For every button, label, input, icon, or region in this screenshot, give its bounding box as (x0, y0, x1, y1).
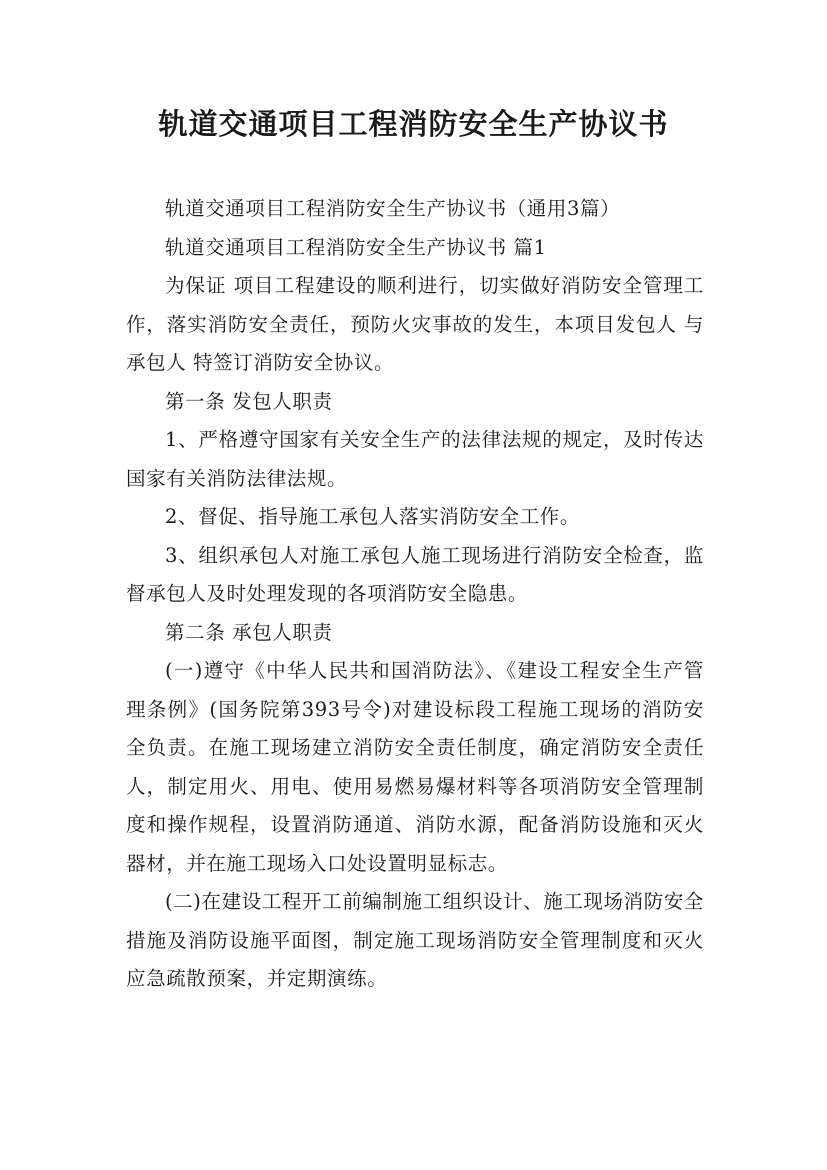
section-heading: 轨道交通项目工程消防安全生产协议书 篇1 (165, 235, 547, 259)
document-body (126, 190, 704, 999)
clause-paragraph: (一)遵守《中华人民共和国消防法》、《建设工程安全生产管理条例》(国务院第393号令)对建设标段工程施工现场的消防安全负责。在施工现场建立消防安全责任制度，确定消防安全责任人，制定用火、用电、使用易燃易爆材料等各项消防安全管理制度和操作规程，设置消防通道、消防水源，配备消防设施和灭火器材，并在施工现场入口处设置明显标志。 (126, 659, 704, 875)
clause-paragraph: 1、严格遵守国家有关安全生产的法律法规的规定，及时传达国家有关消防法律法规。 (126, 428, 704, 490)
clause-paragraph: (二)在建设工程开工前编制施工组织设计、施工现场消防安全措施及消防设施平面图，制定施工现场消防安全管理制度和灭火应急疏散预案，并定期演练。 (126, 890, 705, 990)
clause-paragraph: 3、组织承包人对施工承包人施工现场进行消防安全检查，监督承包人及时处理发现的各项消防安全隐患。 (126, 543, 704, 605)
intro-paragraph: 为保证 项目工程建设的顺利进行，切实做好消防安全管理工作，落实消防安全责任，预防火灾事故的发生，本项目发包人 与承包人 特签订消防安全协议。 (126, 274, 704, 374)
article-heading-2: 第二条 承包人职责 (165, 620, 333, 644)
subtitle-line: 轨道交通项目工程消防安全生产协议书（通用3篇） (165, 197, 621, 220)
document-title: 轨道交通项目工程消防安全生产协议书 (158, 107, 669, 141)
article-heading-1: 第一条 发包人职责 (165, 389, 333, 413)
clause-paragraph: 2、督促、指导施工承包人落实消防安全工作。 (165, 505, 581, 528)
